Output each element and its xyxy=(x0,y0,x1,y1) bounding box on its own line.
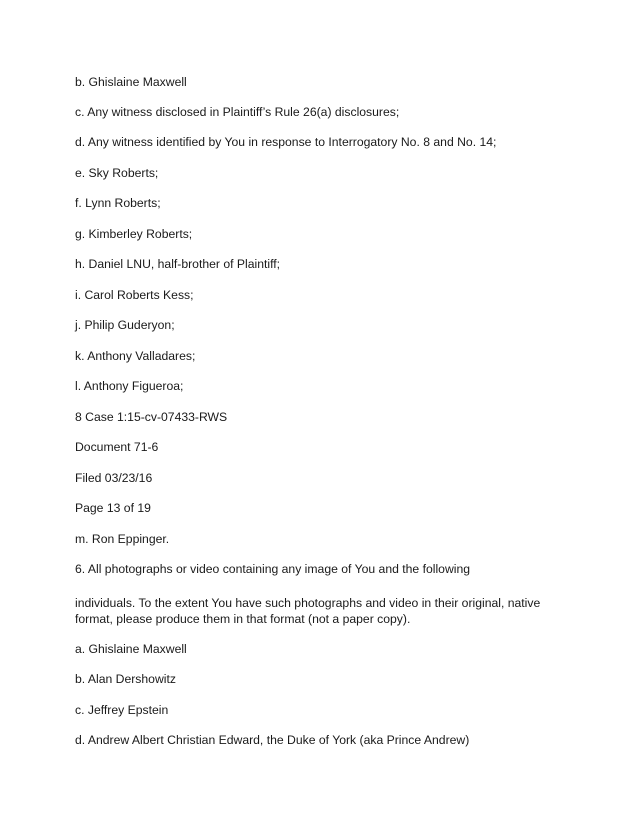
list-item-jeffrey-epstein: c. Jeffrey Epstein xyxy=(75,703,169,717)
list-item-philip-guderyon: j. Philip Guderyon; xyxy=(75,318,175,332)
list-item-kimberley-roberts: g. Kimberley Roberts; xyxy=(75,227,193,241)
list-item-daniel-lnu: h. Daniel LNU, half-brother of Plaintiff; xyxy=(75,257,281,271)
filed-date: Filed 03/23/16 xyxy=(75,471,153,485)
list-item-sky-roberts: e. Sky Roberts; xyxy=(75,166,159,180)
request-6-paragraph: individuals. To the extent You have such photographs and video in their original, native format, please produce them in that format (not a paper copy). xyxy=(75,596,541,626)
request-6-heading: 6. All photographs or video containing any image of You and the following xyxy=(75,562,471,576)
list-item-carol-roberts-kess: i. Carol Roberts Kess; xyxy=(75,288,194,302)
document-number: Document 71-6 xyxy=(75,440,159,454)
list-item-rule-26a-witnesses: c. Any witness disclosed in Plaintiff’s Rule 26(a) disclosures; xyxy=(75,105,400,119)
list-item-interrogatory-witnesses: d. Any witness identified by You in response to Interrogatory No. 8 and No. 14; xyxy=(75,135,497,149)
page-number: Page 13 of 19 xyxy=(75,501,151,515)
list-item-ghislaine-maxwell: b. Ghislaine Maxwell xyxy=(75,75,187,89)
case-number: 8 Case 1:15-cv-07433-RWS xyxy=(75,410,228,424)
list-item-prince-andrew: d. Andrew Albert Christian Edward, the Duke of York (aka Prince Andrew) xyxy=(75,733,470,747)
list-item-ghislaine-maxwell-2: a. Ghislaine Maxwell xyxy=(75,642,187,656)
list-item-lynn-roberts: f. Lynn Roberts; xyxy=(75,196,161,210)
list-item-anthony-valladares: k. Anthony Valladares; xyxy=(75,349,196,363)
list-item-alan-dershowitz: b. Alan Dershowitz xyxy=(75,672,176,686)
list-item-anthony-figueroa: l. Anthony Figueroa; xyxy=(75,379,184,393)
list-item-ron-eppinger: m. Ron Eppinger. xyxy=(75,532,170,546)
